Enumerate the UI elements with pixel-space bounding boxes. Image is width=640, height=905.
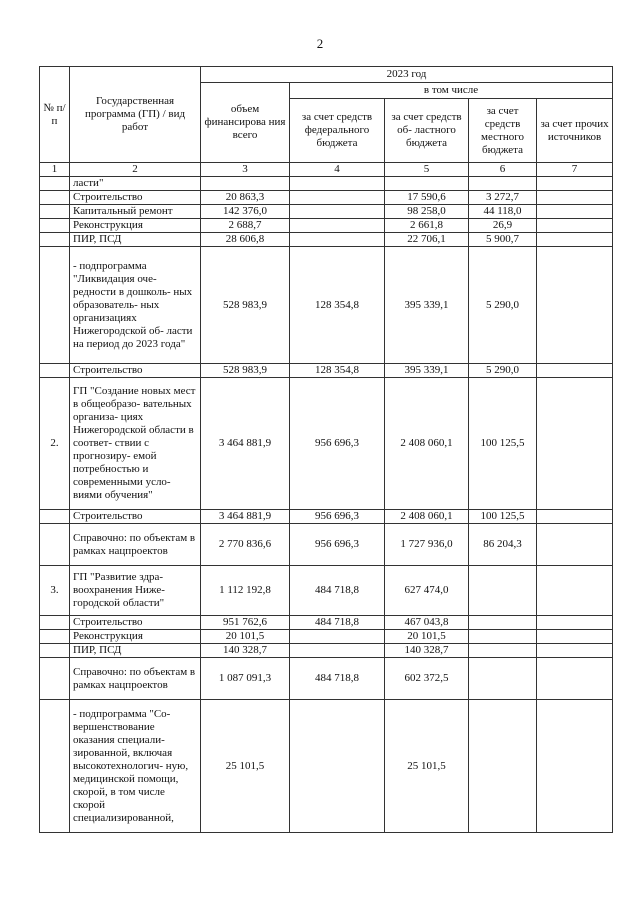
- table-row: [40, 378, 613, 510]
- table-row: [40, 524, 613, 566]
- table-row: [40, 658, 613, 700]
- row-number: [40, 524, 70, 566]
- total-amount: 3 464 881,9: [201, 510, 290, 524]
- program-name: Справочно: по объектам в рамках нацпроектов: [70, 524, 201, 566]
- column-number: 1: [40, 163, 70, 177]
- federal-amount: 956 696,3: [290, 378, 385, 510]
- total-amount: 2 770 836,6: [201, 524, 290, 566]
- other-amount: [537, 524, 613, 566]
- row-number: [40, 219, 70, 233]
- other-amount: [537, 700, 613, 833]
- regional-amount: 2 408 060,1: [385, 378, 469, 510]
- program-name: Строительство: [70, 191, 201, 205]
- other-amount: [537, 364, 613, 378]
- row-number: [40, 205, 70, 219]
- table-row: [40, 510, 613, 524]
- other-amount: [537, 644, 613, 658]
- column-number: 2: [70, 163, 201, 177]
- header-year: 2023 год: [201, 67, 613, 83]
- local-amount: 3 272,7: [469, 191, 537, 205]
- regional-amount: 395 339,1: [385, 247, 469, 364]
- other-amount: [537, 191, 613, 205]
- federal-amount: [290, 233, 385, 247]
- column-number: 6: [469, 163, 537, 177]
- total-amount: 1 112 192,8: [201, 566, 290, 616]
- other-amount: [537, 177, 613, 191]
- total-amount: [201, 177, 290, 191]
- program-name: ПИР, ПСД: [70, 644, 201, 658]
- row-number: [40, 233, 70, 247]
- total-amount: 951 762,6: [201, 616, 290, 630]
- regional-amount: 98 258,0: [385, 205, 469, 219]
- federal-amount: [290, 630, 385, 644]
- program-name: Справочно: по объектам в рамках нацпроектов: [70, 658, 201, 700]
- program-name: ПИР, ПСД: [70, 233, 201, 247]
- regional-amount: 17 590,6: [385, 191, 469, 205]
- table-row: [40, 616, 613, 630]
- header-col-local: за счет средств местного бюджета: [469, 99, 537, 163]
- row-number: [40, 247, 70, 364]
- federal-amount: [290, 219, 385, 233]
- program-name: Строительство: [70, 616, 201, 630]
- row-number: [40, 177, 70, 191]
- federal-amount: 484 718,8: [290, 658, 385, 700]
- table-row: [40, 191, 613, 205]
- program-name: Строительство: [70, 364, 201, 378]
- table-row: [40, 247, 613, 364]
- federal-amount: [290, 177, 385, 191]
- table-row: [40, 644, 613, 658]
- federal-amount: 128 354,8: [290, 364, 385, 378]
- federal-amount: 484 718,8: [290, 616, 385, 630]
- regional-amount: 602 372,5: [385, 658, 469, 700]
- other-amount: [537, 658, 613, 700]
- other-amount: [537, 566, 613, 616]
- local-amount: 26,9: [469, 219, 537, 233]
- table-row: [40, 700, 613, 833]
- table-row: [40, 630, 613, 644]
- federal-amount: [290, 205, 385, 219]
- table-row: [40, 177, 613, 191]
- table-row: [40, 233, 613, 247]
- other-amount: [537, 219, 613, 233]
- row-number: [40, 191, 70, 205]
- total-amount: 25 101,5: [201, 700, 290, 833]
- local-amount: 100 125,5: [469, 510, 537, 524]
- header-col-program: Государственная программа (ГП) / вид работ: [70, 67, 201, 163]
- other-amount: [537, 205, 613, 219]
- regional-amount: 25 101,5: [385, 700, 469, 833]
- header-col-federal: за счет средств федерального бюджета: [290, 99, 385, 163]
- federal-amount: 128 354,8: [290, 247, 385, 364]
- other-amount: [537, 378, 613, 510]
- column-numbers-row: [40, 163, 613, 177]
- federal-amount: 956 696,3: [290, 524, 385, 566]
- page-number: 2: [316, 36, 324, 51]
- other-amount: [537, 616, 613, 630]
- local-amount: 86 204,3: [469, 524, 537, 566]
- total-amount: 1 087 091,3: [201, 658, 290, 700]
- table-row: [40, 205, 613, 219]
- other-amount: [537, 510, 613, 524]
- local-amount: 5 290,0: [469, 247, 537, 364]
- budget-table: [39, 66, 613, 833]
- table-body: [40, 163, 613, 833]
- table-row: [40, 566, 613, 616]
- table-row: [40, 219, 613, 233]
- local-amount: [469, 630, 537, 644]
- regional-amount: 1 727 936,0: [385, 524, 469, 566]
- regional-amount: 2 408 060,1: [385, 510, 469, 524]
- regional-amount: [385, 177, 469, 191]
- local-amount: 5 290,0: [469, 364, 537, 378]
- local-amount: [469, 177, 537, 191]
- total-amount: 3 464 881,9: [201, 378, 290, 510]
- regional-amount: 395 339,1: [385, 364, 469, 378]
- row-number: [40, 364, 70, 378]
- federal-amount: [290, 191, 385, 205]
- program-name: ГП "Развитие здра- воохранения Ниже- городской области": [70, 566, 201, 616]
- table-row: [40, 364, 613, 378]
- regional-amount: 467 043,8: [385, 616, 469, 630]
- total-amount: 20 863,3: [201, 191, 290, 205]
- column-number: 7: [537, 163, 613, 177]
- federal-amount: 956 696,3: [290, 510, 385, 524]
- header-col-total: объем финансирова ния всего: [201, 83, 290, 163]
- row-number: [40, 700, 70, 833]
- row-number: [40, 510, 70, 524]
- total-amount: 20 101,5: [201, 630, 290, 644]
- row-number: [40, 630, 70, 644]
- column-number: 3: [201, 163, 290, 177]
- program-name: Реконструкция: [70, 630, 201, 644]
- regional-amount: 140 328,7: [385, 644, 469, 658]
- regional-amount: 2 661,8: [385, 219, 469, 233]
- local-amount: 100 125,5: [469, 378, 537, 510]
- local-amount: [469, 616, 537, 630]
- total-amount: 28 606,8: [201, 233, 290, 247]
- regional-amount: 20 101,5: [385, 630, 469, 644]
- total-amount: 142 376,0: [201, 205, 290, 219]
- program-name: ласти": [70, 177, 201, 191]
- federal-amount: [290, 644, 385, 658]
- local-amount: 5 900,7: [469, 233, 537, 247]
- column-number: 5: [385, 163, 469, 177]
- program-name: Реконструкция: [70, 219, 201, 233]
- program-name: Капитальный ремонт: [70, 205, 201, 219]
- header-col-other: за счет прочих источников: [537, 99, 613, 163]
- header-col-no: № п/п: [40, 67, 70, 163]
- header-col-regional: за счет средств об- ластного бюджета: [385, 99, 469, 163]
- total-amount: 2 688,7: [201, 219, 290, 233]
- program-name: ГП "Создание новых мест в общеобразо- вательных организа- циях Нижегородской области в соответ- ствии с прогнозиру- емой потребностью и современными усло- виями обучения": [70, 378, 201, 510]
- other-amount: [537, 247, 613, 364]
- federal-amount: 484 718,8: [290, 566, 385, 616]
- row-number: [40, 616, 70, 630]
- local-amount: [469, 566, 537, 616]
- header-including: в том числе: [290, 83, 613, 99]
- program-name: - подпрограмма "Ликвидация оче- редности в дошколь- ных образователь- ных организациях Нижегородской об- ласти на период до 2023 года": [70, 247, 201, 364]
- local-amount: [469, 644, 537, 658]
- federal-amount: [290, 700, 385, 833]
- row-number: [40, 644, 70, 658]
- regional-amount: 627 474,0: [385, 566, 469, 616]
- row-number: 2.: [40, 378, 70, 510]
- program-name: - подпрограмма "Со- вершенствование оказания специали- зированной, включая высокотехнологич- ную, медицинской помощи, скорой, в том числе скорой специализированной,: [70, 700, 201, 833]
- column-number: 4: [290, 163, 385, 177]
- local-amount: [469, 700, 537, 833]
- row-number: 3.: [40, 566, 70, 616]
- local-amount: 44 118,0: [469, 205, 537, 219]
- row-number: [40, 658, 70, 700]
- other-amount: [537, 630, 613, 644]
- total-amount: 140 328,7: [201, 644, 290, 658]
- total-amount: 528 983,9: [201, 364, 290, 378]
- total-amount: 528 983,9: [201, 247, 290, 364]
- regional-amount: 22 706,1: [385, 233, 469, 247]
- other-amount: [537, 233, 613, 247]
- local-amount: [469, 658, 537, 700]
- program-name: Строительство: [70, 510, 201, 524]
